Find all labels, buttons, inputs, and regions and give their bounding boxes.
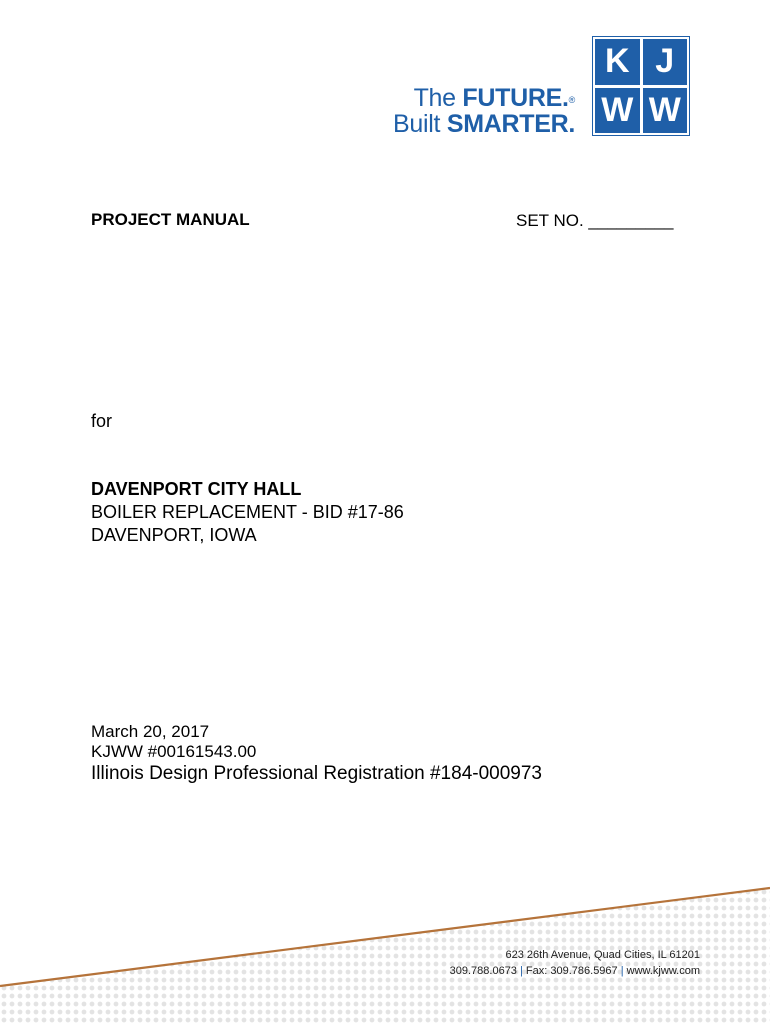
registration-number: Illinois Design Professional Registration #184-000973 <box>91 763 542 784</box>
project-block <box>91 478 404 547</box>
footer-separator-2: | <box>620 965 624 977</box>
logo-tagline <box>393 85 575 137</box>
project-location: DAVENPORT, IOWA <box>91 525 257 545</box>
footer-phone: 309.788.0673 <box>449 965 517 977</box>
logo-letter-k: K <box>595 39 640 85</box>
footer-website[interactable]: www.kjww.com <box>626 965 700 977</box>
tagline-the: The <box>413 84 456 112</box>
kjww-logo <box>592 36 690 136</box>
logo-letter-w2: W <box>643 88 688 134</box>
tagline-smarter: SMARTER. <box>446 110 575 138</box>
footer-fax: Fax: 309.786.5967 <box>525 965 618 977</box>
footer-address: 623 26th Avenue, Quad Cities, IL 61201 <box>505 949 700 961</box>
set-number: SET NO. _________ <box>516 211 674 230</box>
tagline-future: FUTURE. <box>462 84 569 112</box>
registered-mark: ® <box>568 95 575 105</box>
for-label: for <box>91 411 113 431</box>
logo-letter-j: J <box>643 39 688 85</box>
tagline-built: Built <box>393 110 441 138</box>
footer-separator-1: | <box>520 965 523 977</box>
project-description: BOILER REPLACEMENT - BID #17-86 <box>91 502 404 522</box>
logo-letter-w1: W <box>595 88 640 134</box>
document-date: March 20, 2017 <box>91 722 210 741</box>
project-number: KJWW #00161543.00 <box>91 742 257 761</box>
footer-contact <box>450 947 700 979</box>
document-title: PROJECT MANUAL <box>91 210 250 229</box>
document-meta <box>91 722 542 786</box>
project-name: DAVENPORT CITY HALL <box>91 479 302 499</box>
